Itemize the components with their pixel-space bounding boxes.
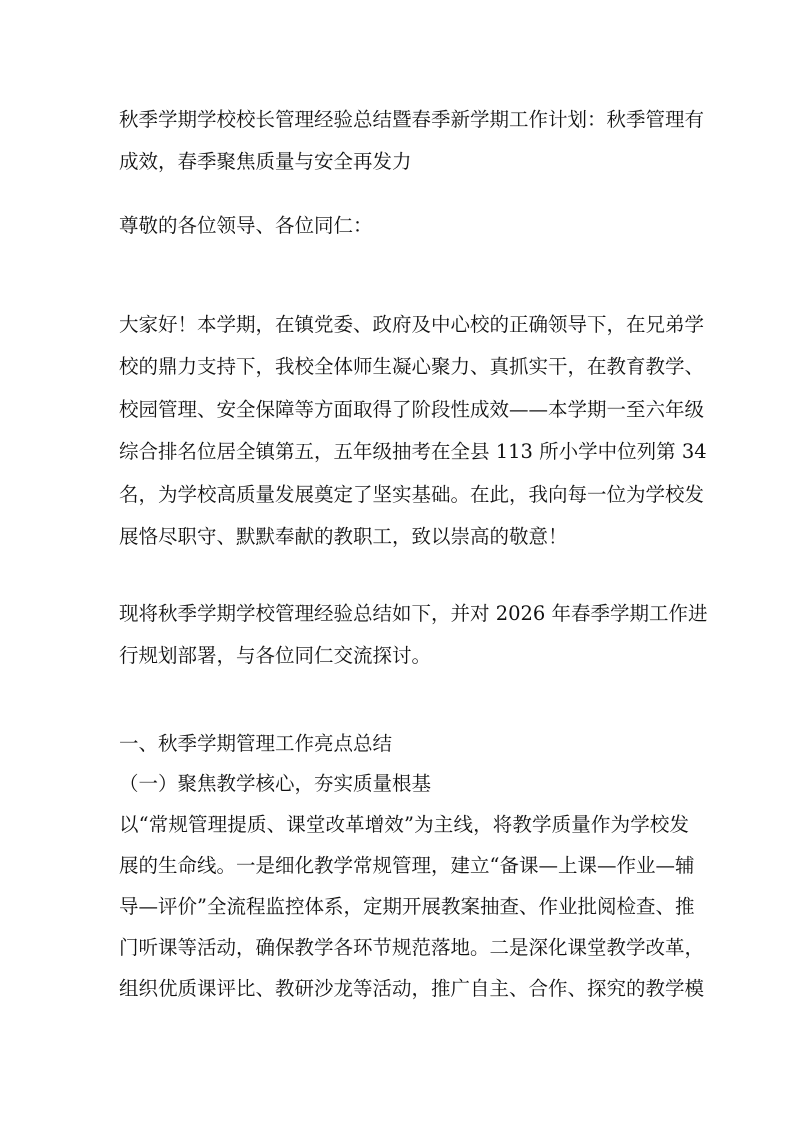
overview-line: 行规划部署，与各位同仁交流探讨。 <box>119 644 432 667</box>
body-line: 展的生命线。一是细化教学常规管理，建立“备课—上课—作业—辅 <box>119 854 695 877</box>
intro-line: 名，为学校高质量发展奠定了坚实基础。在此，我向每一位为学校发 <box>119 483 705 506</box>
body-line: 门听课等活动，确保教学各环节规范落地。二是深化课堂教学改革， <box>119 936 705 959</box>
intro-line: 校的鼎力支持下，我校全体师生凝心聚力、真抓实干，在教育教学、 <box>119 355 705 378</box>
body-line: 以“常规管理提质、课堂改革增效”为主线，将教学质量作为学校发 <box>119 813 689 836</box>
document-title-line-1: 秋季学期学校校长管理经验总结暨春季新学期工作计划：秋季管理有 <box>119 108 705 131</box>
document-title-line-2: 成效，春季聚焦质量与安全再发力 <box>119 150 412 173</box>
intro-line: 大家好！本学期，在镇党委、政府及中心校的正确领导下，在兄弟学 <box>119 313 705 336</box>
body-line: 组织优质课评比、教研沙龙等活动，推广自主、合作、探究的教学模 <box>119 977 705 1000</box>
body-line: 导—评价”全流程监控体系，定期开展教案抽查、作业批阅检查、推 <box>119 895 695 918</box>
intro-line: 综合排名位居全镇第五，五年级抽考在全县 113 所小学中位列第 34 <box>119 440 707 463</box>
intro-line: 展恪尽职守、默默奉献的教职工，致以崇高的敬意！ <box>119 525 568 548</box>
section-subheading: （一）聚焦教学核心，夯实质量根基 <box>119 772 432 795</box>
section-heading: 一、秋季学期管理工作亮点总结 <box>119 732 393 755</box>
salutation: 尊敬的各位领导、各位同仁： <box>119 214 373 237</box>
overview-line: 现将秋季学期学校管理经验总结如下，并对 2026 年春季学期工作进 <box>119 602 708 625</box>
intro-line: 校园管理、安全保障等方面取得了阶段性成效——本学期一至六年级 <box>119 398 705 421</box>
